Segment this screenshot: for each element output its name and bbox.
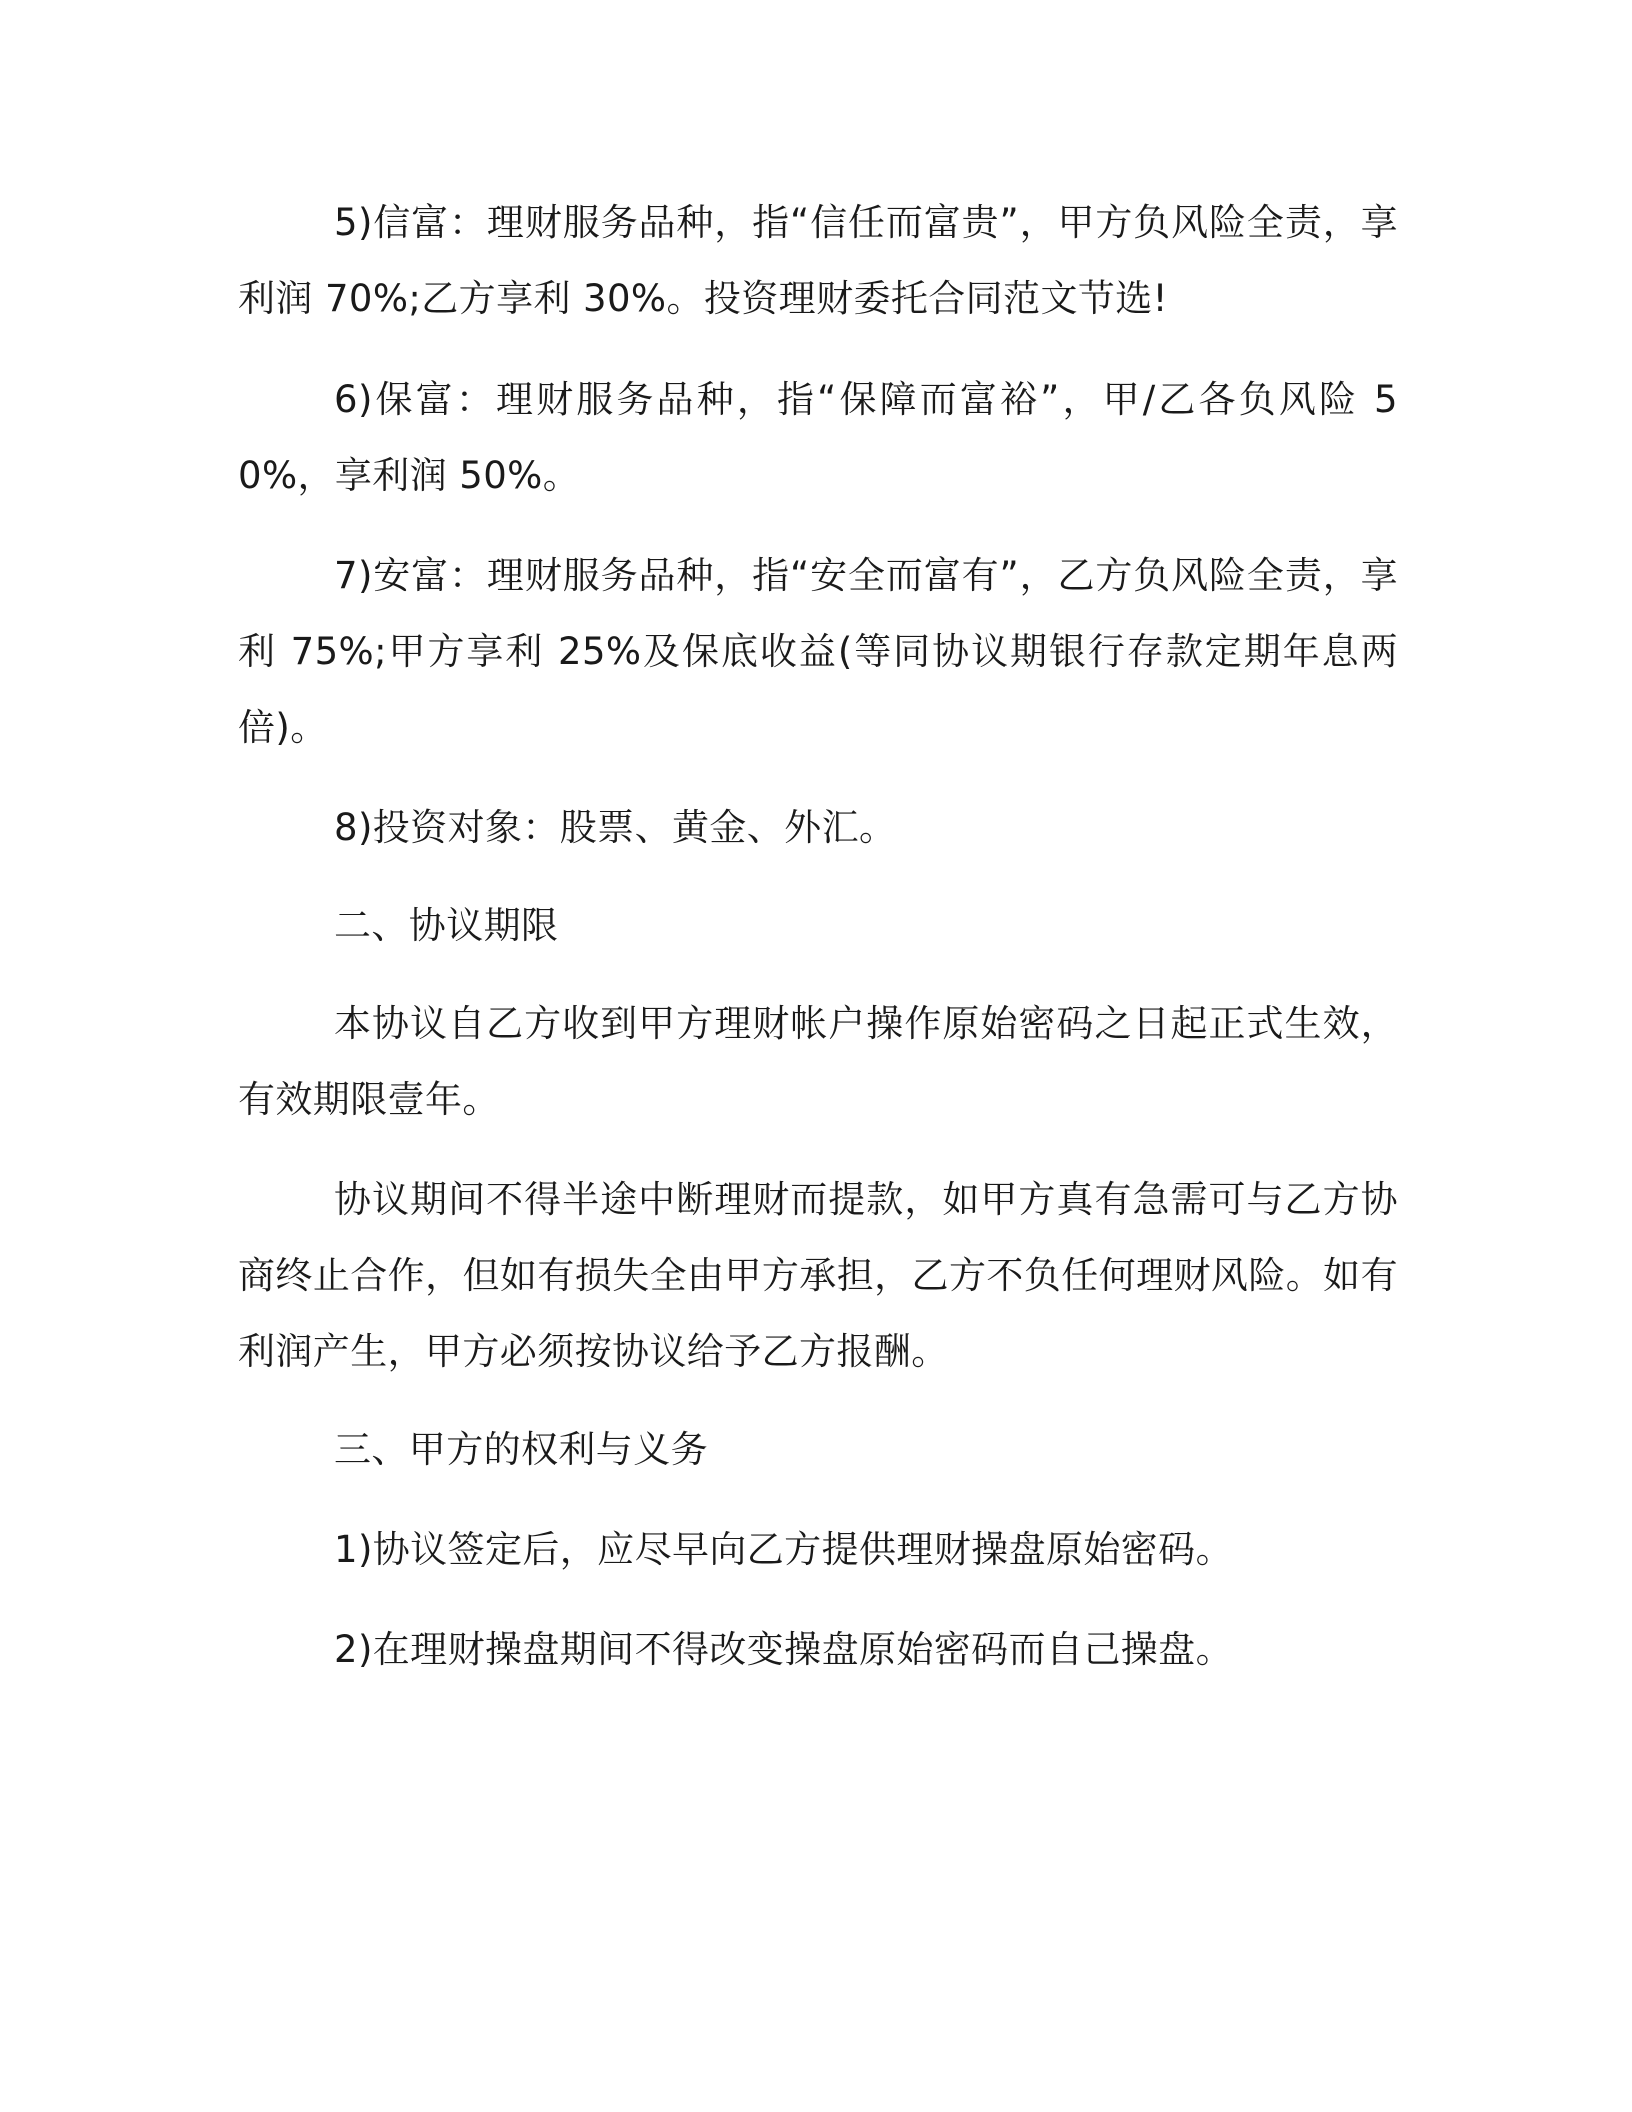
section-heading-party-a-rights: 三、甲方的权利与义务 xyxy=(334,1428,708,1471)
clause-item-7: 7)安富：理财服务品种，指“安全而富有”，乙方负风险全责，享利 75%;甲方享利 25%及保底收益(等同协议期银行存款定期年息两倍)。 xyxy=(238,554,1398,749)
document-body xyxy=(238,185,1398,1714)
clause-item-6: 6)保富：理财服务品种，指“保障而富裕”，甲/乙各负风险 50%，享利润 50%。 xyxy=(238,378,1398,497)
clause-item-5: 5)信富：理财服务品种，指“信任而富贵”，甲方负风险全责，享利润 70%;乙方享利 30%。投资理财委托合同范文节选! xyxy=(238,201,1398,320)
clause-item-8: 8)投资对象：股票、黄金、外汇。 xyxy=(334,806,897,849)
paragraph-effective-date: 本协议自乙方收到甲方理财帐户操作原始密码之日起正式生效，有效期限壹年。 xyxy=(238,1002,1398,1121)
party-a-item-1: 1)协议签定后，应尽早向乙方提供理财操盘原始密码。 xyxy=(334,1528,1233,1571)
paragraph-termination: 协议期间不得半途中断理财而提款，如甲方真有急需可与乙方协商终止合作，但如有损失全由甲方承担，乙方不负任何理财风险。如有利润产生，甲方必须按协议给予乙方报酬。 xyxy=(238,1178,1398,1373)
party-a-item-2: 2)在理财操盘期间不得改变操盘原始密码而自己操盘。 xyxy=(334,1628,1233,1671)
section-heading-agreement-term: 二、协议期限 xyxy=(334,904,559,947)
